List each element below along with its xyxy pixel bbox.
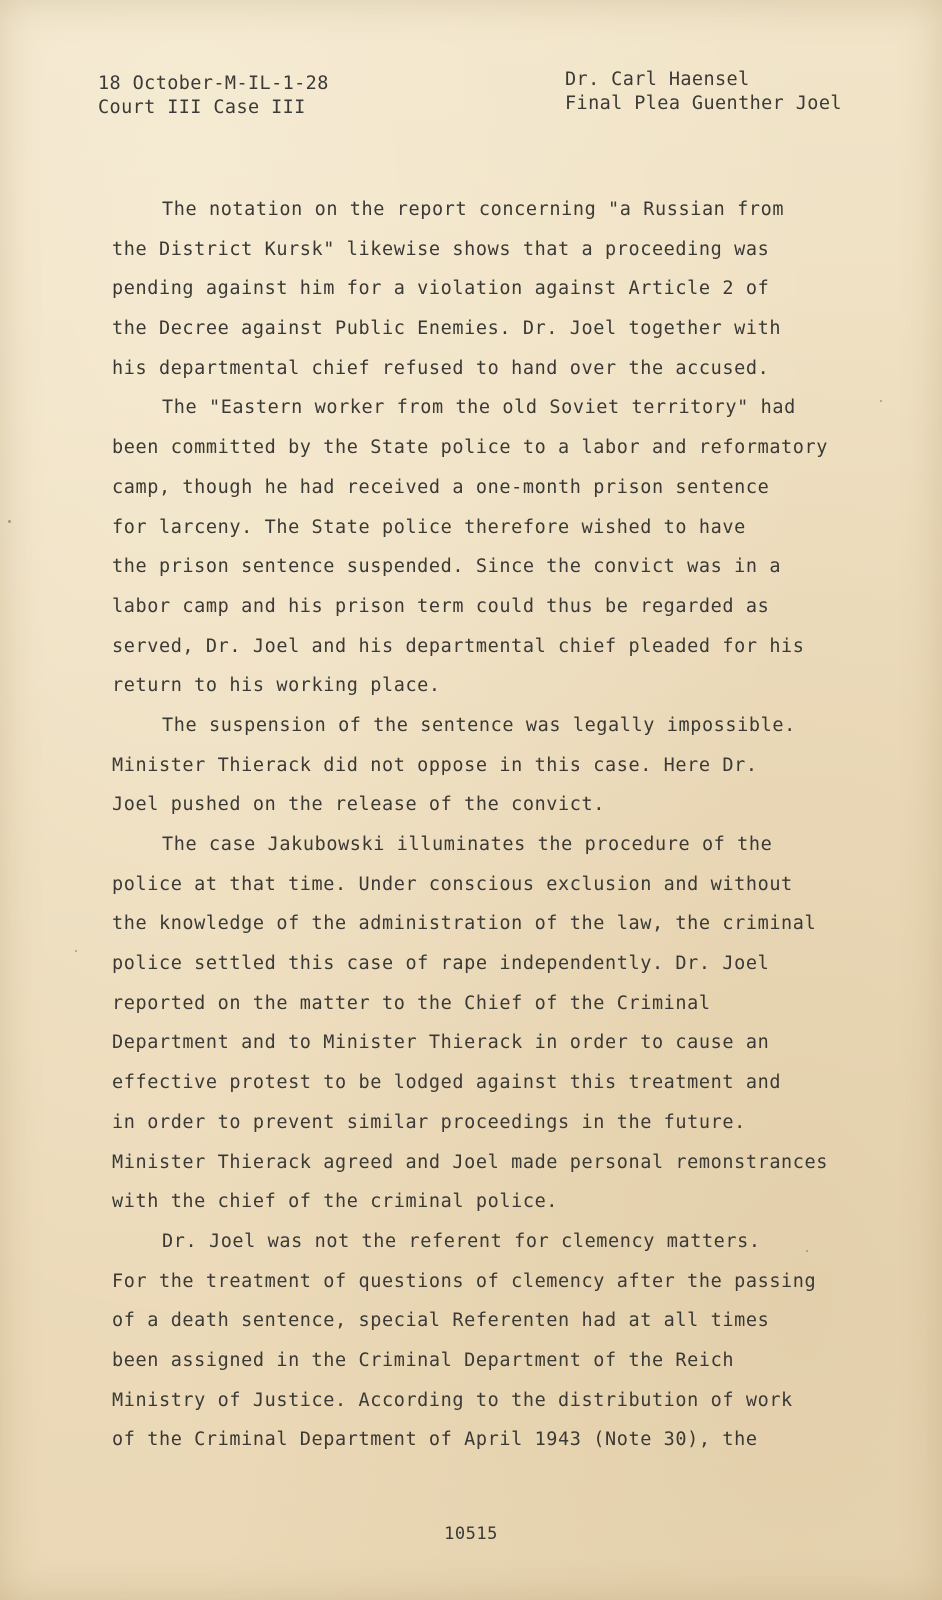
- paper-speck: [75, 950, 77, 952]
- text-line: The notation on the report concerning "a Russian from: [162, 199, 785, 220]
- text-line: Department and to Minister Thierack in order to cause an: [112, 1032, 770, 1054]
- text-line: For the treatment of questions of clemency after the passing: [112, 1270, 817, 1292]
- text-line: reported on the matter to the Chief of the Criminal: [112, 992, 711, 1014]
- text-line: police at that time. Under conscious exclusion and without: [112, 873, 793, 895]
- text-line: police settled this case of rape independently. Dr. Joel: [112, 953, 770, 975]
- text-line: the Decree against Public Enemies. Dr. Joel together with: [112, 318, 782, 340]
- paper-speck: [880, 400, 882, 402]
- text-line: served, Dr. Joel and his departmental chief pleaded for his: [112, 635, 805, 657]
- document-title: Final Plea Guenther Joel: [565, 93, 842, 114]
- page-number: 10515: [444, 1524, 498, 1544]
- text-line: the prison sentence suspended. Since the convict was in a: [112, 556, 782, 578]
- paper-speck: [806, 1250, 808, 1252]
- body-text: [112, 190, 872, 1460]
- text-line: return to his working place.: [112, 675, 441, 697]
- text-line: pending against him for a violation against Article 2 of: [112, 278, 770, 300]
- author-name: Dr. Carl Haensel: [565, 69, 750, 90]
- text-line: for larceny. The State police therefore wished to have: [112, 516, 746, 538]
- paper-speck: [8, 520, 11, 523]
- text-line: Joel pushed on the release of the convict.: [112, 794, 605, 816]
- text-line: with the chief of the criminal police.: [112, 1191, 559, 1213]
- text-line: The case Jakubowski illuminates the procedure of the: [162, 834, 773, 855]
- text-line: been assigned in the Criminal Department of the Reich: [112, 1349, 735, 1371]
- text-line: camp, though he had received a one-month prison sentence: [112, 476, 770, 498]
- text-line: The "Eastern worker from the old Soviet territory" had: [162, 397, 796, 419]
- text-line: Minister Thierack agreed and Joel made personal remonstrances: [112, 1151, 829, 1173]
- text-line: Dr. Joel was not the referent for clemency matters.: [162, 1230, 761, 1252]
- text-line: effective protest to be lodged against this treatment and: [112, 1072, 782, 1094]
- text-line: the knowledge of the administration of the law, the criminal: [112, 913, 817, 935]
- text-line: in order to prevent similar proceedings in the future.: [112, 1111, 746, 1133]
- document-reference: 18 October-M-IL-1-28: [98, 73, 329, 94]
- header-right: [565, 68, 842, 116]
- text-line: been committed by the State police to a labor and reformatory: [112, 437, 829, 459]
- text-line: labor camp and his prison term could thus be regarded as: [112, 595, 770, 617]
- text-line: Ministry of Justice. According to the distribution of work: [112, 1389, 793, 1411]
- text-line: the District Kursk" likewise shows that a proceeding was: [112, 238, 770, 260]
- text-line: his departmental chief refused to hand over the accused.: [112, 357, 770, 379]
- text-line: of the Criminal Department of April 1943 (Note 30), the: [112, 1429, 758, 1451]
- header-left: [98, 72, 329, 120]
- text-line: The suspension of the sentence was legally impossible.: [162, 714, 796, 736]
- text-line: Minister Thierack did not oppose in this case. Here Dr.: [112, 754, 758, 776]
- text-line: of a death sentence, special Referenten had at all times: [112, 1310, 770, 1332]
- court-case: Court III Case III: [98, 97, 306, 118]
